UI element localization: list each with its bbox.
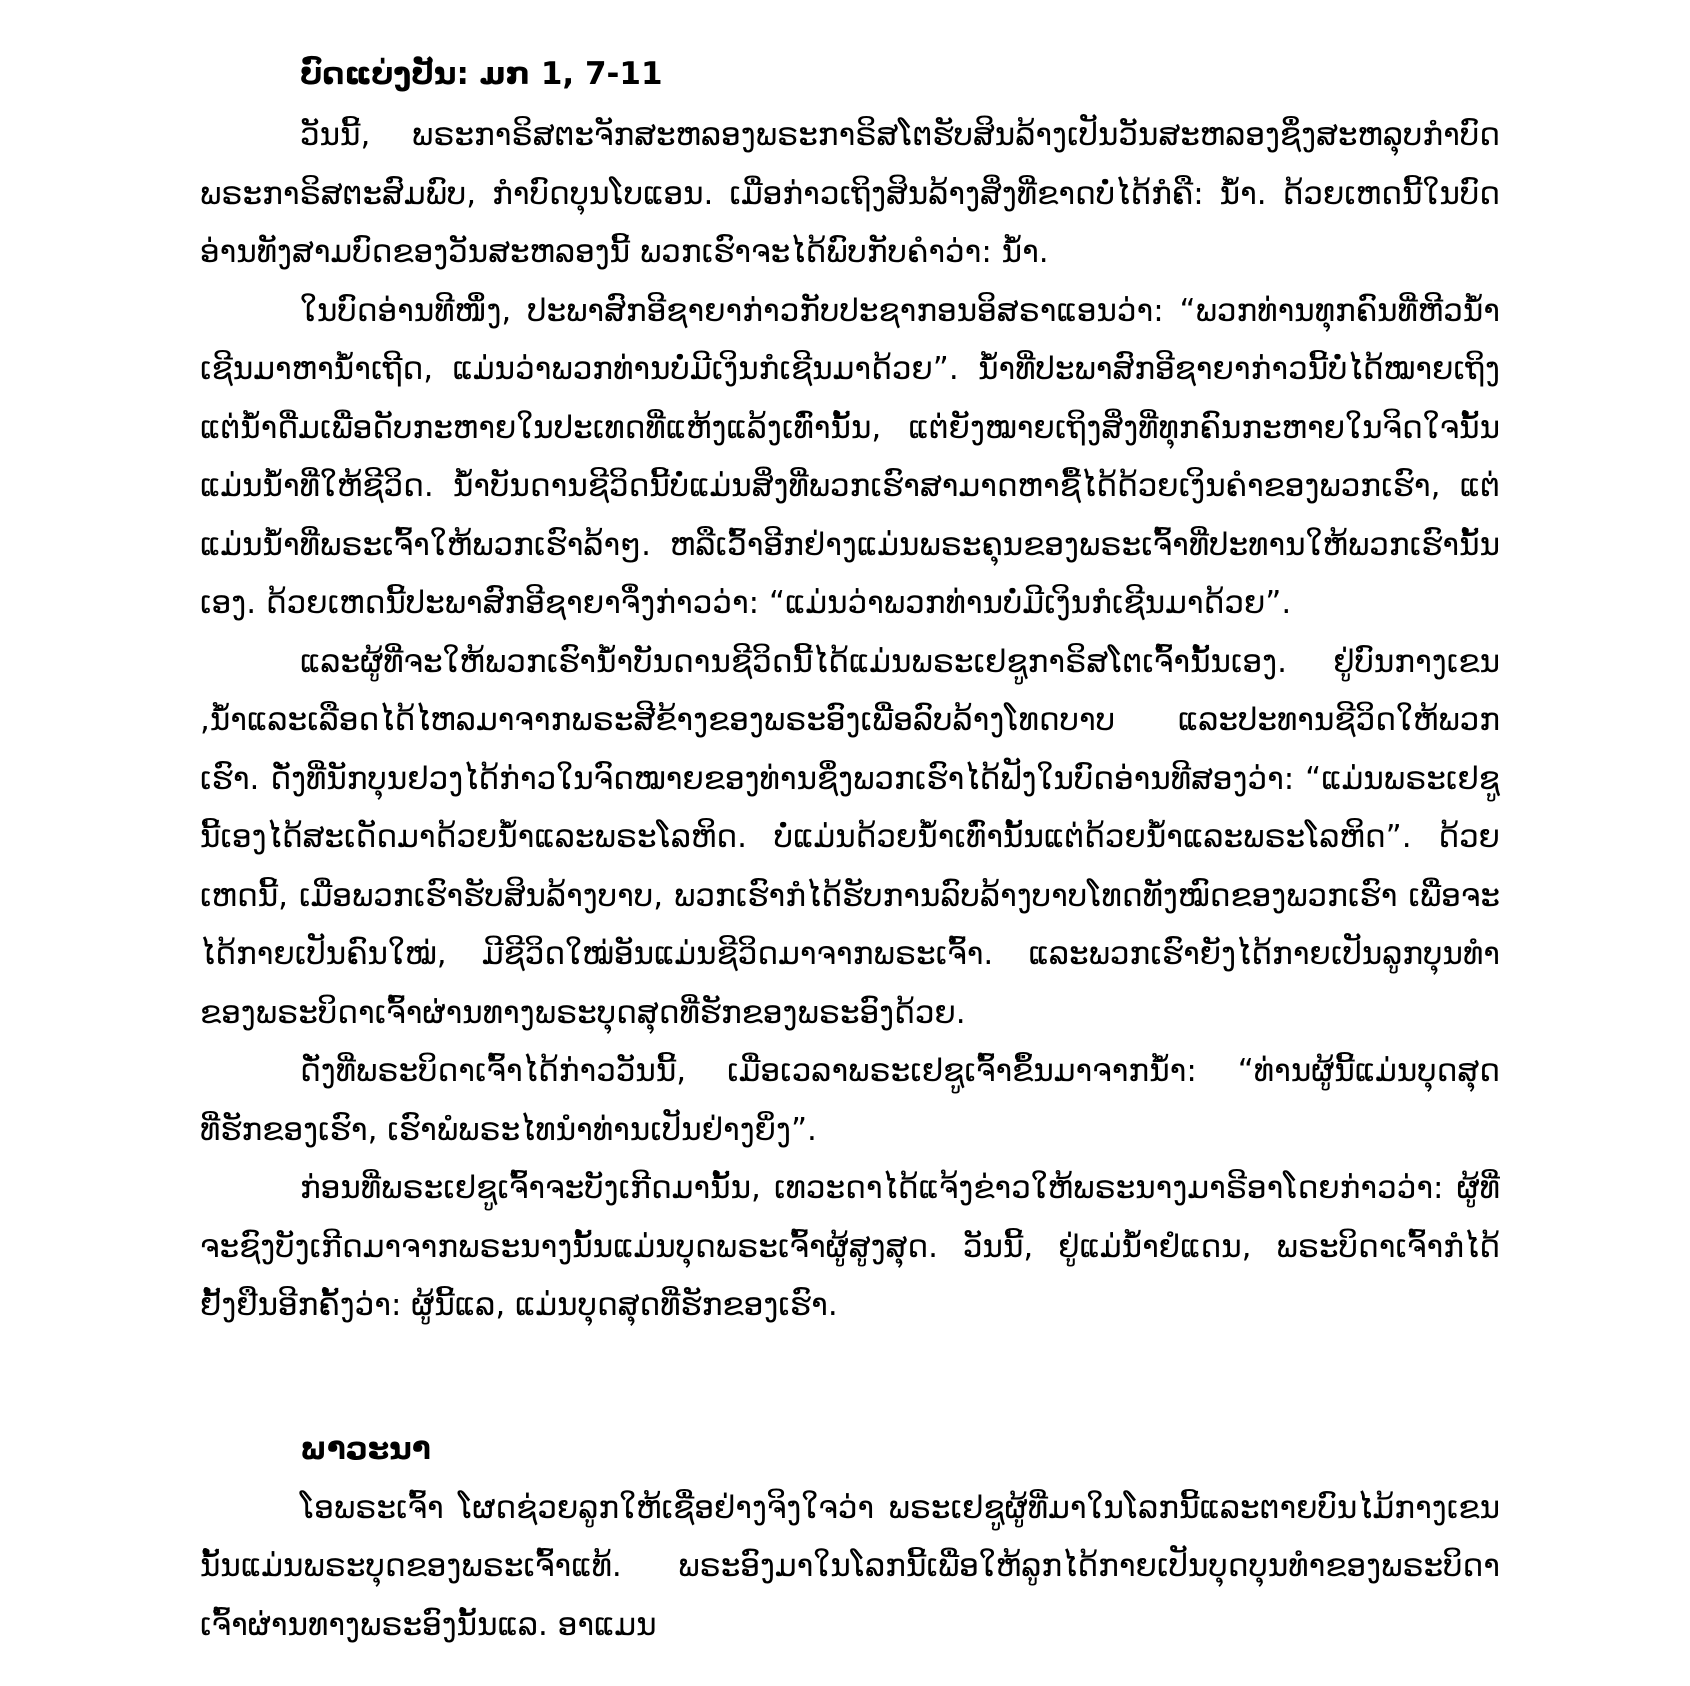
prayer-heading: ພາວະນາ <box>300 1430 431 1467</box>
document-page <box>200 50 1500 1654</box>
paragraph-3: ແລະຜູ້ທີ່ຈະໃຫ້ພວກເຮົານໍ້າບັນດານຊີວິດນີ້ໄດ້ແມ່ນພຣະເຢຊູກາຣິສໂຕເຈົ້ານັ້ນເອງ. ຢູ່ບົນກາງເຂນ ,ນໍ້າແລະເລືອດໄດ້ໄຫລມາຈາກພຣະສີຂ້າງຂອງພຣະອົງເພື່ອລົບລ້າງໂທດບາບ ແລະປະທານຊີວິດໃຫ້ພວກເຮົາ. ດັ່ງທີ່ນັກບຸນຢວງໄດ້ກ່າວໃນຈົດໝາຍຂອງທ່ານຊຶ່ງພວກເຮົາໄດ້ຟັງໃນບົດອ່ານທີສອງວ່າ: “ແມ່ນພຣະເຢຊູນີ້ເອງໄດ້ສະເດັດມາດ້ວຍນໍ້າແລະພຣະໂລຫິດ. ບໍ່ແມ່ນດ້ວຍນໍ້າເທົ່ານັ້ນແຕ່ດ້ວຍນໍ້າແລະພຣະໂລຫິດ”. ດ້ວຍເຫດນີ້, ເມື່ອພວກເຮົາຮັບສິນລ້າງບາບ, ພວກເຮົາກໍໄດ້ຮັບການລົບລ້າງບາບໂທດທັງໝົດຂອງພວກເຮົາ ເພື່ອຈະໄດ້ກາຍເປັນຄົນໃໝ່, ມີຊີວິດໃໝ່ອັນແມ່ນຊີວິດມາຈາກພຣະເຈົ້າ. ແລະພວກເຮົາຍັງໄດ້ກາຍເປັນລູກບຸນທໍາຂອງພຣະບິດາເຈົ້າຜ່ານທາງພຣະບຸດສຸດທີ່ຮັກຂອງພຣະອົງດ້ວຍ. <box>200 643 1500 1031</box>
sharing-heading: ບົດແບ່ງປັນ: ມກ 1, 7-11 <box>300 56 663 92</box>
paragraph-2: ໃນບົດອ່ານທີໜຶ່ງ, ປະພາສົກອີຊາຍາກ່າວກັບປະຊາກອນອິສຣາແອນວ່າ: “ພວກທ່ານທຸກຄົນທີ່ຫີວນໍ້າເຊີນມາຫານໍ້າເຖີດ, ແມ່ນວ່າພວກທ່ານບໍ່ມີເງິນກໍເຊີນມາດ້ວຍ”. ນໍ້າທີ່ປະພາສົກອີຊາຍາກ່າວນີ້ບໍ່ໄດ້ໝາຍເຖິງແຕ່ນໍ້າດື່ມເພື່ອດັບກະຫາຍໃນປະເທດທີ່ແຫ້ງແລ້ງເທົ່ານັ້ນ, ແຕ່ຍັງໝາຍເຖິງສິ່ງທີ່ທຸກຄົນກະຫາຍໃນຈິດໃຈນັ້ນແມ່ນນໍ້າທີ່ໃຫ້ຊີວິດ. ນໍ້າບັນດານຊີວິດນີ້ບໍ່ແມ່ນສິ່ງທີ່ພວກເຮົາສາມາດຫາຊື້ໄດ້ດ້ວຍເງິນຄໍາຂອງພວກເຮົາ, ແຕ່ແມ່ນນໍ້າທີ່ພຣະເຈົ້າໃຫ້ພວກເຮົາລ້າໆ. ຫລືເວົ້າອີກຢ່າງແມ່ນພຣະຄຸນຂອງພຣະເຈົ້າທີ່ປະທານໃຫ້ພວກເຮົານັ້ນເອງ. ດ້ວຍເຫດນີ້ປະພາສົກອີຊາຍາຈຶ່ງກ່າວວ່າ: “ແມ່ນວ່າພວກທ່ານບໍ່ມີເງິນກໍເຊີນມາດ້ວຍ”. <box>200 292 1500 621</box>
prayer-text: ໂອພຣະເຈົ້າ ໂຜດຊ່ວຍລູກໃຫ້ເຊື່ອຢ່າງຈິງໃຈວ່າ ພຣະເຢຊູຜູ້ທີ່ມາໃນໂລກນີ້ແລະຕາຍບົນໄມ້ກາງເຂນນັ້ນແມ່ນພຣະບຸດຂອງພຣະເຈົ້າແທ້. ພຣະອົງມາໃນໂລກນີ້ເພື່ອໃຫ້ລູກໄດ້ກາຍເປັນບຸດບຸນທໍາຂອງພຣະບິດາເຈົ້າຜ່ານທາງພຣະອົງນັ້ນແລ. ອາແມນ <box>200 1489 1500 1643</box>
section-divider-space <box>200 1335 1500 1425</box>
paragraph-4: ດັ່ງທີ່ພຣະບິດາເຈົ້າໄດ້ກ່າວວັນນີ້, ເມື່ອເວລາພຣະເຢຊູເຈົ້າຂຶ້ນມາຈາກນໍ້າ: “ທ່ານຜູ້ນີ້ແມ່ນບຸດສຸດທີ່ຮັກຂອງເຮົາ, ເຮົາພໍພຣະໄທນໍາທ່ານເປັນຢ່າງຍິ່ງ”. <box>200 1053 1500 1148</box>
paragraph-5: ກ່ອນທີ່ພຣະເຢຊູເຈົ້າຈະບັງເກີດມານັ້ນ, ເທວະດາໄດ້ແຈ້ງຂ່າວໃຫ້ພຣະນາງມາຣີອາໂດຍກ່າວວ່າ: ຜູ້ທີ່ຈະຊົງບັງເກີດມາຈາກພຣະນາງນັ້ນແມ່ນບຸດພຣະເຈົ້າຜູ້ສູງສຸດ. ວັນນີ້, ຢູ່ແມ່ນໍ້າຢໍແດນ, ພຣະບິດາເຈົ້າກໍໄດ້ຢັ້ງຢືນອີກຄັ້ງວ່າ: ຜູ້ນີ້ແລ, ແມ່ນບຸດສຸດທີ່ຮັກຂອງເຮົາ. <box>200 1170 1500 1323</box>
paragraph-1: ວັນນີ້, ພຣະກາຣິສຕະຈັກສະຫລອງພຣະກາຣິສໂຕຮັບສິນລ້າງເປັນວັນສະຫລອງຊຶ່ງສະຫລຸບກໍາບົດພຣະກາຣິສຕະສົມພົບ, ກໍາບົດບຸນໂບແອນ. ເມື່ອກ່າວເຖິງສິນລ້າງສິ່ງທີ່ຂາດບໍ່ໄດ້ກໍຄື: ນໍ້າ. ດ້ວຍເຫດນີ້ໃນບົດອ່ານທັງສາມບົດຂອງວັນສະຫລອງນີ້ ພວກເຮົາຈະໄດ້ພົບກັບຄໍາວ່າ: ນໍ້າ. <box>200 117 1500 270</box>
